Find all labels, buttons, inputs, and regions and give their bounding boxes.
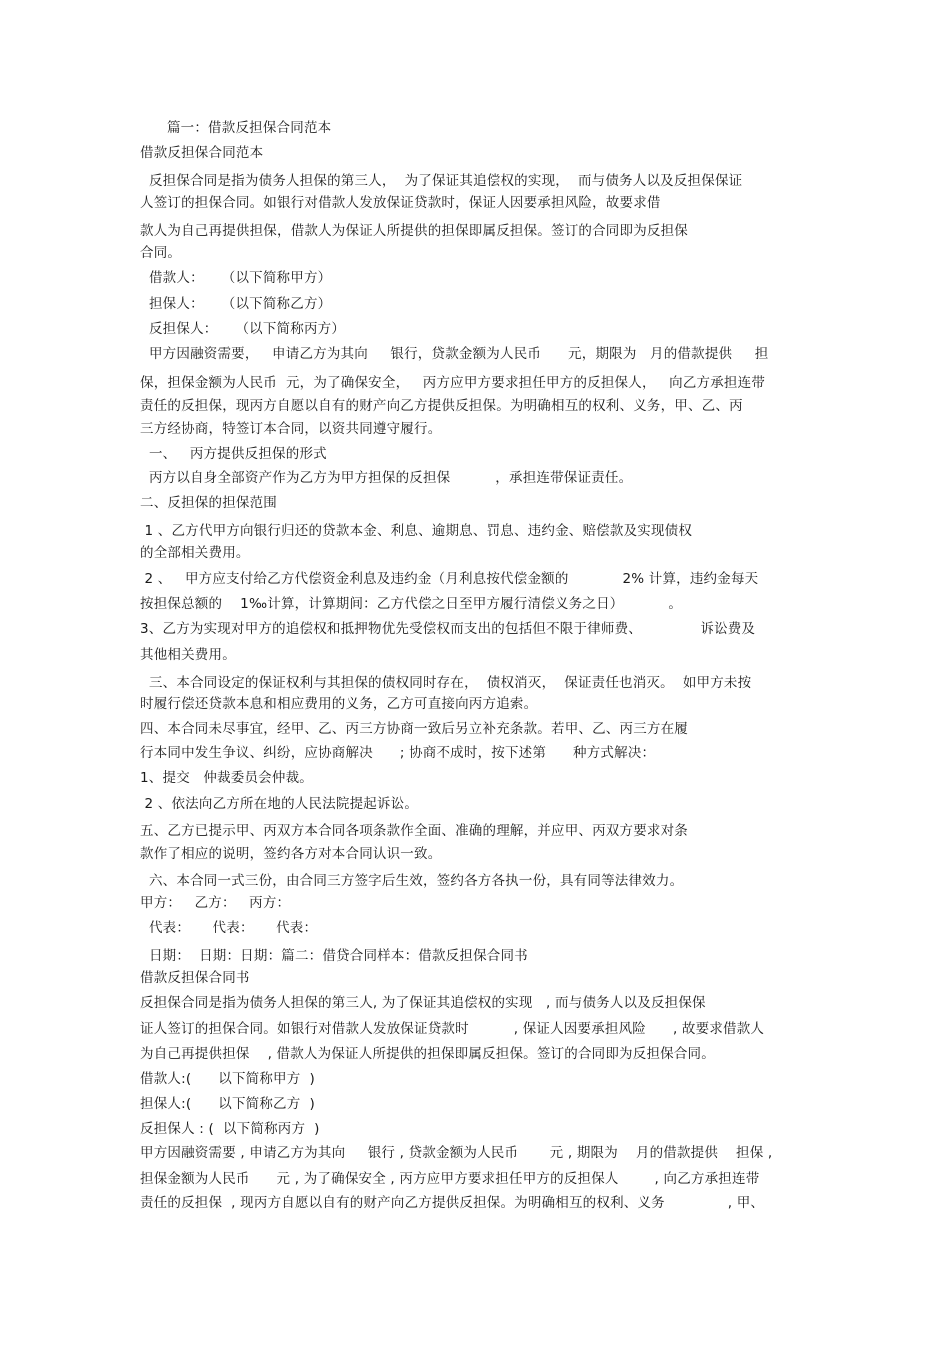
signature-parties: 甲方： 乙方： 丙方：: [140, 895, 291, 911]
party-line-borrower: 借款人:( 以下简称甲方 ): [140, 1071, 315, 1087]
paragraph-line: 反担保合同是指为债务人担保的第三人, 为了保证其追偿权的实现 , 而与债务人以及反担保保: [140, 995, 706, 1011]
paragraph-line: 三方经协商，特签订本合同，以资共同遵守履行。: [140, 421, 442, 437]
paragraph-line: 甲方因融资需要， 申请乙方为其向 银行，贷款金额为人民币 元，期限为 月的借款提供 担: [140, 346, 769, 362]
document-title-1: 借款反担保合同范本: [140, 145, 264, 161]
paragraph-line: 人签订的担保合同。如银行对借款人发放保证贷款时，保证人因要承担风险，故要求借: [140, 195, 661, 211]
paragraph-line: 六、本合同一式三份，由合同三方签字后生效，签约各方各执一份，具有同等法律效力。: [140, 873, 684, 889]
paragraph-line: 合同。: [140, 245, 182, 261]
section-heading-1: 篇一：借款反担保合同范本: [140, 120, 332, 136]
paragraph-line: 时履行偿还贷款本息和相应费用的义务，乙方可直接向丙方追索。: [140, 696, 538, 712]
paragraph-line: 三、本合同设定的保证权利与其担保的债权同时存在， 债权消灭， 保证责任也消灭。 如甲方未按: [140, 675, 752, 691]
paragraph-line: 款作了相应的说明，签约各方对本合同认识一致。: [140, 846, 442, 862]
paragraph-line: 丙方以自身全部资产作为乙方为甲方担保的反担保 ，承担连带保证责任。: [140, 470, 633, 486]
party-line-borrower: 借款人： （以下简称甲方）: [140, 270, 332, 286]
clause-heading: 二、反担保的担保范围: [140, 495, 277, 511]
paragraph-line: 责任的反担保，现丙方自愿以自有的财产向乙方提供反担保。为明确相互的权利、义务，甲、乙、丙: [140, 398, 743, 414]
paragraph-line: 证人签订的担保合同。如银行对借款人发放保证贷款时 , 保证人因要承担风险 , 故要求借款人: [140, 1021, 765, 1037]
paragraph-line: 款人为自己再提供担保，借款人为保证人所提供的担保即属反担保。签订的合同即为反担保: [140, 223, 688, 239]
paragraph-line: 1 、乙方代甲方向银行归还的贷款本金、利息、逾期息、罚息、违约金、赔偿款及实现债权: [140, 523, 693, 539]
signature-dates: 日期： 日期：日期：篇二：借贷合同样本：借款反担保合同书: [140, 948, 528, 964]
paragraph-line: 反担保合同是指为债务人担保的第三人， 为了保证其追偿权的实现， 而与债务人以及反担保保证: [140, 173, 743, 189]
paragraph-line: 的全部相关费用。: [140, 545, 250, 561]
paragraph-line: 为自己再提供担保 , 借款人为保证人所提供的担保即属反担保。签订的合同即为反担保合同。: [140, 1046, 715, 1062]
paragraph-line: 四、本合同未尽事宜，经甲、乙、丙三方协商一致后另立补充条款。若甲、乙、丙三方在履: [140, 721, 688, 737]
paragraph-line: 行本同中发生争议、纠纷，应协商解决 ; 协商不成时，按下述第 种方式解决：: [140, 745, 656, 761]
paragraph-line: 2 、依法向乙方所在地的人民法院提起诉讼。: [140, 796, 419, 812]
paragraph-line: 按担保总额的 1‰计算，计算期间：乙方代偿之日至甲方履行清偿义务之日） 。: [140, 596, 683, 612]
paragraph-line: 1、提交 仲裁委员会仲裁。: [140, 770, 313, 786]
paragraph-line: 其他相关费用。: [140, 647, 236, 663]
signature-representatives: 代表： 代表： 代表：: [140, 920, 318, 936]
clause-heading: 一、 丙方提供反担保的形式: [140, 446, 327, 462]
party-line-guarantor: 担保人： （以下简称乙方）: [140, 296, 332, 312]
party-line-guarantor: 担保人:( 以下简称乙方 ): [140, 1096, 315, 1112]
paragraph-line: 担保金额为人民币 元 , 为了确保安全 , 丙方应甲方要求担任甲方的反担保人 , 向乙方承担连带: [140, 1171, 760, 1187]
paragraph-line: 保，担保金额为人民币 元，为了确保安全， 丙方应甲方要求担任甲方的反担保人， 向乙方承担连带: [140, 375, 766, 391]
party-line-counter-guarantor: 反担保人： （以下简称丙方）: [140, 321, 346, 337]
document-title-2: 借款反担保合同书: [140, 970, 250, 986]
party-line-counter-guarantor: 反担保人 : ( 以下简称丙方 ): [140, 1121, 320, 1137]
paragraph-line: 五、乙方已提示甲、丙双方本合同各项条款作全面、准确的理解，并应甲、丙双方要求对条: [140, 823, 688, 839]
paragraph-line: 2 、 甲方应支付给乙方代偿资金利息及违约金（月利息按代偿金额的 2% 计算，违约金每天: [140, 571, 759, 587]
paragraph-line: 甲方因融资需要 , 申请乙方为其向 银行 , 贷款金额为人民币 元 , 期限为 月的借款提供 担保 ,: [140, 1145, 773, 1161]
paragraph-line: 3、乙方为实现对甲方的追偿权和抵押物优先受偿权而支出的包括但不限于律师费、 诉讼费及: [140, 621, 756, 637]
paragraph-line: 责任的反担保 , 现丙方自愿以自有的财产向乙方提供反担保。为明确相互的权利、义务 , 甲、: [140, 1195, 765, 1211]
